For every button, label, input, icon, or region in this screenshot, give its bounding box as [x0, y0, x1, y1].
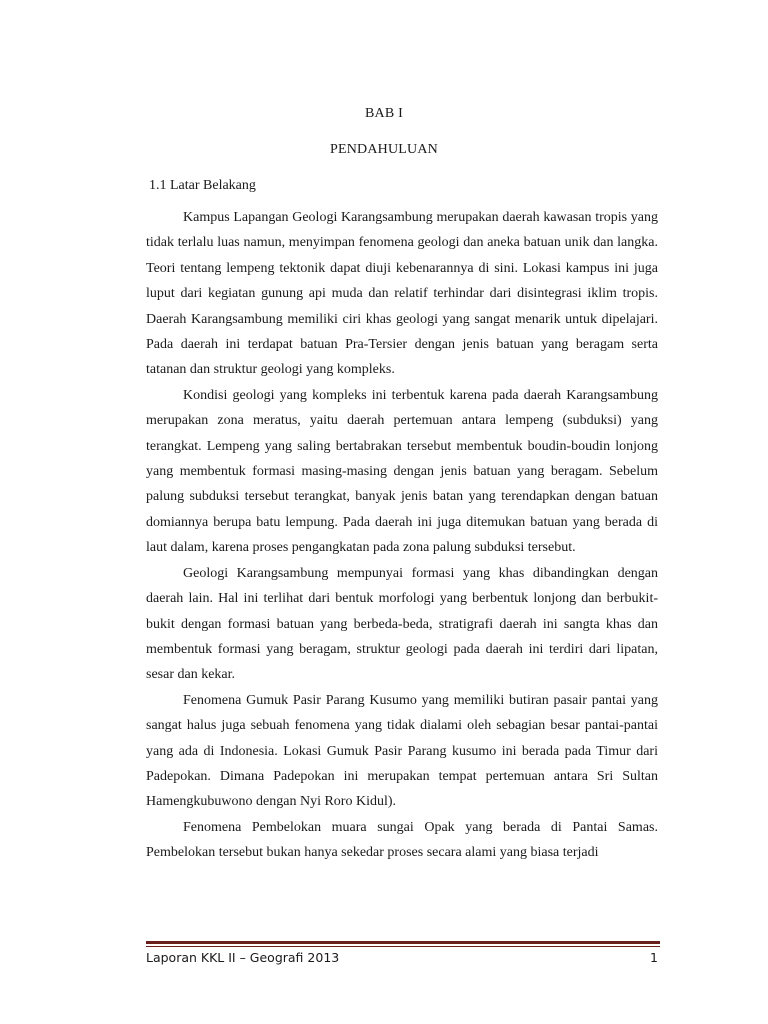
- paragraph-2: Kondisi geologi yang kompleks ini terbentuk karena pada daerah Karangsambung merupakan zona meratus, yaitu daerah pertemuan antara lempeng (subduksi) yang terangkat. Lempeng yang saling bertabrakan tersebut membentuk boudin-boudin lonjong yang membentuk formasi masing-masing dengan jenis batuan yang beragam. Sebelum palung subduksi tersebut terangkat, banyak jenis batan yang terendapkan dengan batuan domiannya berupa batu lempung. Pada daerah ini juga ditemukan batuan yang berada di laut dalam, karena proses pengangkatan pada zona palung subduksi tersebut.: [146, 387, 658, 556]
- paragraph-4: Fenomena Gumuk Pasir Parang Kusumo yang memiliki butiran pasair pantai yang sangat halus juga sebuah fenomena yang tidak dialami oleh sebagian besar pantai-pantai yang ada di Indonesia. Lokasi Gumuk Pasir Parang kusumo ini berada pada Timur dari Padepokan. Dimana Padepokan ini merupakan tempat pertemuan antara Sri Sultan Hamengkubuwono dengan Nyi Roro Kidul).: [146, 692, 658, 810]
- page-number: 1: [650, 950, 658, 965]
- footer-report-title: Laporan KKL II – Geografi 2013: [146, 950, 340, 965]
- paragraph-1: Kampus Lapangan Geologi Karangsambung merupakan daerah kawasan tropis yang tidak terlalu luas namun, menyimpan fenomena geologi dan aneka batuan unik dan langka. Teori tentang lempeng tektonik dapat diuji kebenarannya di sini. Lokasi kampus ini juga luput dari kegiatan gunung api muda dan relatif terhindar dari disintegrasi iklim tropis. Daerah Karangsambung memiliki ciri khas geologi yang sangat menarik untuk dipelajari. Pada daerah ini terdapat batuan Pra-Tersier dengan jenis batuan yang beragam serta tatanan dan struktur geologi yang kompleks.: [146, 210, 658, 378]
- chapter-title: PENDAHULUAN: [330, 142, 438, 157]
- chapter-label: BAB I: [365, 106, 403, 121]
- footer-rule-thick: [146, 941, 660, 944]
- paragraph-5: Fenomena Pembelokan muara sungai Opak yang berada di Pantai Samas. Pembelokan tersebut bukan hanya sekedar proses secara alami yang biasa terjadi: [146, 819, 658, 861]
- paragraph-3: Geologi Karangsambung mempunyai formasi yang khas dibandingkan dengan daerah lain. Hal ini terlihat dari bentuk morfologi yang berbentuk lonjong dan berbukit-bukit dengan formasi batuan yang berbeda-beda, stratigrafi daerah ini sangta khas dan membentuk formasi yang beragam, struktur geologi pada daerah ini terdiri dari lipatan, sesar dan kekar.: [146, 565, 658, 683]
- body-text: [146, 205, 658, 866]
- footer-rule-thin: [146, 946, 660, 947]
- section-heading: 1.1 Latar Belakang: [149, 178, 256, 193]
